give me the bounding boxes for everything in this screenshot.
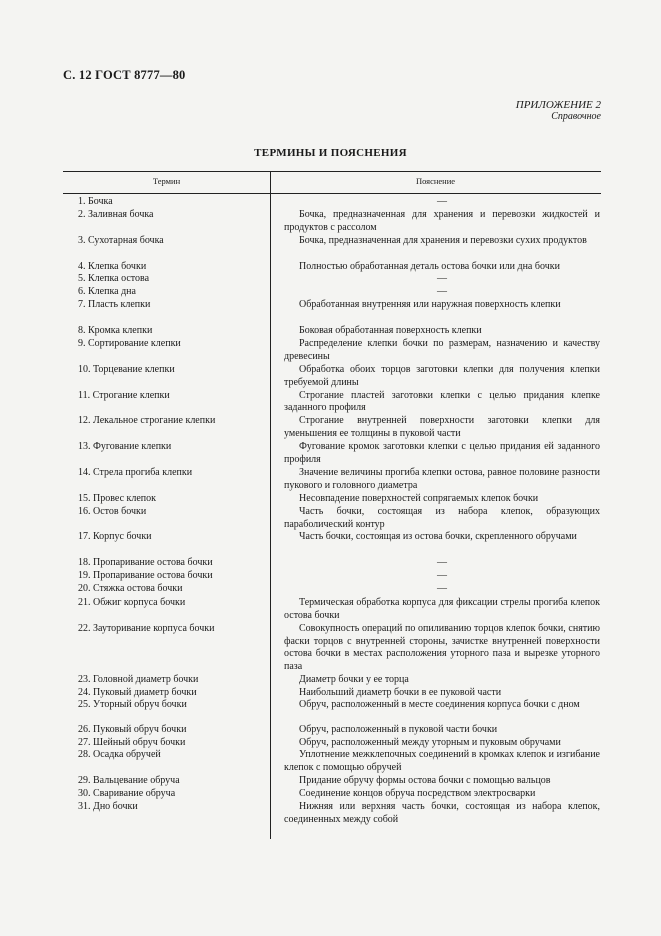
term-cell: 2. Заливная бочка xyxy=(78,208,154,220)
appendix-subtitle: Справочное xyxy=(551,111,601,122)
term-cell: 17. Корпус бочки xyxy=(78,531,152,543)
term-cell: 11. Строгание клепки xyxy=(78,389,170,401)
section-title: ТЕРМИНЫ И ПОЯСНЕНИЯ xyxy=(254,147,407,159)
term-cell: 28. Осадка обручей xyxy=(78,749,161,761)
explanation-cell: Диаметр бочки у ее торца xyxy=(299,673,409,685)
column-header-explanation: Пояснение xyxy=(415,176,456,186)
explanation-cell: Строгание внутренней поверхности заготовки клепки для уменьшения ее толщины в пуковой части xyxy=(284,415,600,440)
explanation-cell: Бочка, предназначенная для хранения и перевозки сухих продуктов xyxy=(299,234,587,246)
term-cell: 5. Клепка остова xyxy=(78,273,150,285)
explanation-cell: Обруч, расположенный в пуковой части бочки xyxy=(299,723,498,735)
page-header: С. 12 ГОСТ 8777—80 xyxy=(63,68,186,82)
term-cell: 25. Уторный обруч бочки xyxy=(78,699,187,711)
explanation-cell: Фугование кромок заготовки клепки с целью придания ей заданного профиля xyxy=(284,441,600,465)
explanation-cell: Обработанная внутренняя или наружная поверхность клепки xyxy=(299,299,561,311)
appendix-title: ПРИЛОЖЕНИЕ 2 xyxy=(515,99,601,111)
term-cell: 12. Лекальное строгание клепки xyxy=(78,415,216,427)
term-cell: 13. Фугование клепки xyxy=(78,441,172,453)
explanation-cell: Несовпадение поверхностей сопрягаемых клепок бочки xyxy=(299,492,539,504)
term-cell: 3. Сухотарная бочка xyxy=(78,234,164,246)
explanation-cell: Обработка обоих торцов заготовки клепки для получения клепки требуемой длины xyxy=(284,363,600,388)
explanation-cell: — xyxy=(437,273,447,285)
explanation-cell: — xyxy=(437,196,447,207)
explanation-cell: Соединение концов обруча посредством электросварки xyxy=(299,788,536,800)
explanation-cell: — xyxy=(437,570,447,582)
term-cell: 16. Остов бочки xyxy=(78,505,147,517)
explanation-cell: — xyxy=(437,557,447,569)
term-cell: 18. Пропаривание остова бочки xyxy=(78,557,213,569)
column-header-term: Термин xyxy=(152,176,181,186)
term-cell: 1. Бочка xyxy=(78,196,113,207)
term-cell: 15. Провес клепок xyxy=(78,492,157,504)
term-cell: 20. Стяжка остова бочки xyxy=(78,583,183,594)
explanation-cell: — xyxy=(437,286,447,298)
term-cell: 22. Зауторивание корпуса бочки xyxy=(78,622,215,634)
term-cell: 14. Стрела прогиба клепки xyxy=(78,466,193,478)
term-cell: 8. Кромка клепки xyxy=(78,325,153,336)
explanation-cell: Нижняя или верхняя часть бочки, состоящая из набора клепок, соединенных между собой xyxy=(284,801,600,825)
explanation-cell: Уплотнение межклепочных соединений в кромках клепок и изгибание клепок с помощью обручей xyxy=(284,749,600,774)
term-cell: 26. Пуковый обруч бочки xyxy=(78,723,187,735)
explanation-cell: Обруч, расположенный между уторным и пуковым обручами xyxy=(299,736,561,748)
explanation-cell: Полностью обработанная деталь остова бочки или дна бочки xyxy=(299,260,560,272)
term-cell: 21. Обжиг корпуса бочки xyxy=(78,596,186,608)
explanation-cell: Боковая обработанная поверхность клепки xyxy=(299,325,482,336)
term-cell: 7. Пласть клепки xyxy=(78,299,151,311)
term-cell: 24. Пуковый диаметр бочки xyxy=(78,686,197,698)
explanation-cell: Часть бочки, состоящая из остова бочки, скрепленного обручами xyxy=(299,531,577,543)
term-cell: 31. Дно бочки xyxy=(78,801,138,812)
term-cell: 27. Шейный обруч бочки xyxy=(78,736,186,748)
explanation-cell: Бочка, предназначенная для хранения и перевозки жидкостей и продуктов с рассолом xyxy=(284,208,600,233)
term-cell: 4. Клепка бочки xyxy=(78,260,147,272)
explanation-cell: Строгание пластей заготовки клепки с целью придания клепке заданного профиля xyxy=(284,389,600,414)
term-cell: 23. Головной диаметр бочки xyxy=(78,673,199,685)
term-cell: 30. Сваривание обруча xyxy=(78,788,176,800)
term-cell: 29. Вальцевание обруча xyxy=(78,775,180,787)
explanation-cell: Часть бочки, состоящая из набора клепок, образующих параболический контур xyxy=(284,505,600,530)
explanation-cell: Обруч, расположенный в месте соединения корпуса бочки с дном xyxy=(299,699,580,711)
explanation-cell: Распределение клепки бочки по размерам, назначению и качеству древесины xyxy=(284,337,600,362)
term-cell: 19. Пропаривание остова бочки xyxy=(78,570,213,582)
term-cell: 6. Клепка дна xyxy=(78,286,136,298)
explanation-cell: Наибольший диаметр бочки в ее пуковой части xyxy=(299,686,502,698)
table-column-divider xyxy=(270,171,271,839)
table-top-rule xyxy=(63,171,601,172)
table-header-rule xyxy=(63,193,601,194)
explanation-cell: — xyxy=(437,583,447,594)
explanation-cell: Совокупность операций по опиливанию торцов клепок бочки, снятию фаски торцов с внутренней стороны, зачистке внутренней поверхности остова бочки в местах расположения уторного паза и вырезке уторного паза xyxy=(284,622,600,673)
term-cell: 10. Торцевание клепки xyxy=(78,363,175,375)
explanation-cell: Значение величины прогиба клепки остова, равное половине разности пукового и головного диаметра xyxy=(284,466,600,491)
appendix-label xyxy=(516,99,601,122)
term-cell: 9. Сортирование клепки xyxy=(78,337,181,349)
explanation-cell: Придание обручу формы остова бочки с помощью вальцов xyxy=(299,775,551,787)
explanation-cell: Термическая обработка корпуса для фиксации стрелы прогиба клепок остова бочки xyxy=(284,596,600,621)
